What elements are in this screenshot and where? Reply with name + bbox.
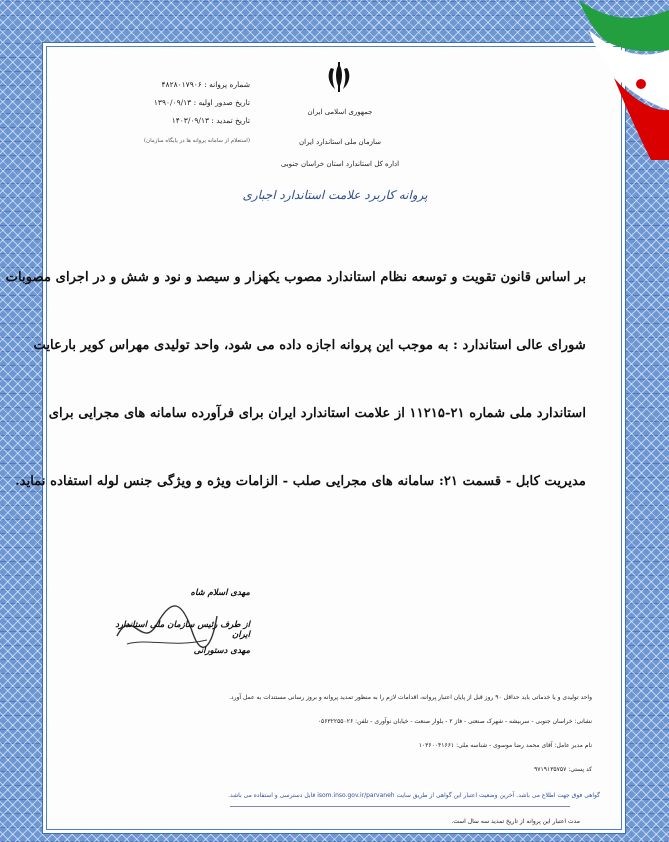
body-line-4: مدیریت کابل - قسمت ۲۱: سامانه های مجرایی صلب - الزامات ویژه و ویژگی جنس لوله استفاده نماید. — [15, 474, 586, 489]
footer-validity: مدت اعتبار این پروانه از تاریخ تمدید سه سال است. — [451, 818, 580, 825]
signatory-role: از طرف رئیس سازمان ملی استاندارد ایران — [115, 620, 250, 640]
footer-verification-link[interactable]: گواهی فوق جهت اطلاع می باشد. آخرین وضعیت اعتبار این گواهی از طریق سایت isom.inso.gov.ir/parvaneh قابل دسترسی و استفاده می باشد. — [228, 792, 600, 799]
footer-postal-code: کد پستی: ۹۷۱۹۱۳۵۷۵۷ — [534, 766, 592, 773]
certificate-title: پروانه کاربرد علامت استاندارد اجباری — [242, 188, 428, 202]
iran-flag-icon — [519, 0, 669, 160]
office-name: اداره کل استاندارد استان خراسان جنوبی — [280, 160, 400, 168]
country-name: جمهوری اسلامی ایران — [307, 108, 373, 116]
signatory-name-2: مهدی دستورانی — [193, 646, 250, 656]
body-line-2: شورای عالی استاندارد : به موجب این پروانه اجازه داده می شود، واحد تولیدی مهراس کویر بارعایت — [33, 338, 586, 353]
body-line-3: استاندارد ملی شماره ۲۱-۱۱۲۱۵ از علامت استاندارد ایران برای فرآورده سامانه های مجرایی برای — [48, 406, 586, 421]
signatory-name-1: مهدی اسلام شاه — [190, 588, 250, 598]
permit-number: شماره پروانه : ۴۸۲۸۰۱۷۹۰۶ — [161, 80, 250, 89]
state-emblem-icon — [322, 60, 356, 94]
body-line-1: بر اساس قانون تقویت و توسعه نظام استاندارد مصوب یکهزار و سیصد و نود و شش و در اجرای مصوبات — [5, 270, 586, 285]
first-issue-date: تاریخ صدور اولیه : ۱۳۹۰/۰۹/۱۳ — [153, 98, 250, 107]
footer-renewal-note: واحد تولیدی و یا خدماتی باید حداقل ۹۰ روز قبل از پایان اعتبار پروانه، اقدامات لازم را به منظور تمدید پروانه و بروز رسانی مستندات به عمل آورد. — [229, 694, 592, 701]
footer-address: نشانی: خراسان جنوبی - سربیشه - شهرک صنعتی - فاز ۲ - بلوار صنعت - خیابان نوآوری - تلفن: ۰۵۶۳۲۲۵۵۰۲۶ — [317, 718, 592, 725]
organization-name: سازمان ملی استاندارد ایران — [299, 138, 381, 146]
inquiry-note: (استعلام از سامانه پروانه ها در پایگاه سازمان) — [143, 138, 250, 144]
renewal-date: تاریخ تمدید : ۱۴۰۳/۰۹/۱۳ — [171, 116, 250, 125]
footer-divider — [230, 806, 570, 807]
footer-manager: نام مدیر عامل: آقای محمد رضا موسوی - شناسه ملی: ۱۰۳۶۰۰۴۱۶۶۱ — [418, 742, 592, 749]
